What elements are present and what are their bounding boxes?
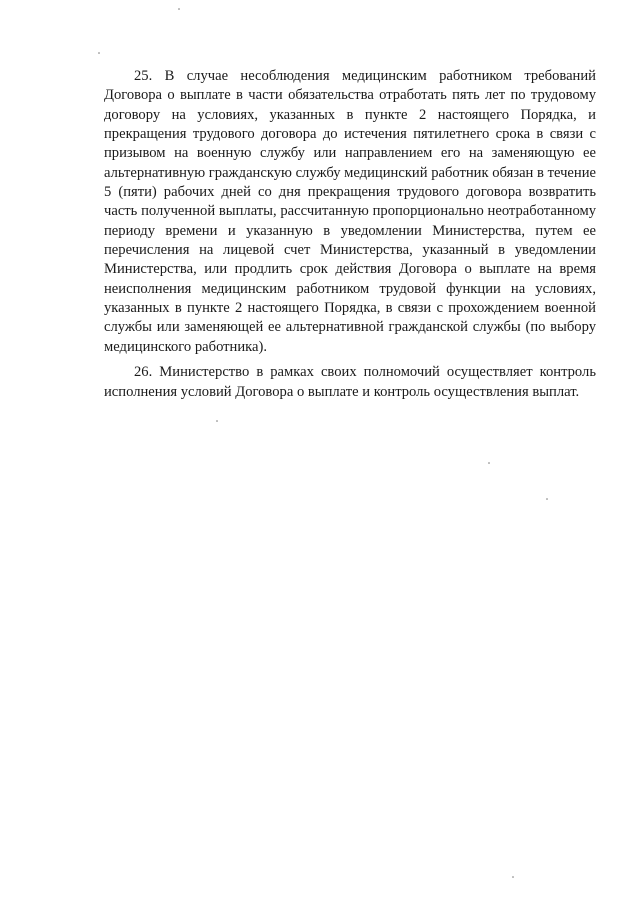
paragraph-text: Министерство в рамках своих полномочий осуществляет контроль исполнения условий Договора о выплате и контроль осуществления выплат. — [104, 364, 596, 400]
scan-speck — [512, 876, 514, 878]
scan-speck — [546, 498, 548, 500]
paragraph-text: В случае несоблюдения медицинским работником требований Договора о выплате в части обязательства отработать пять лет по трудовому договору на условиях, указанных в пункте 2 настоящего Порядка, и прекращения трудового договора до истечения пятилетнего срока в связи с призывом на военную службу или направлением его на заменяющую ее альтернативную гражданскую службу медицинский работник обязан в течение 5 (пяти) рабочих дней со дня прекращения трудового договора возвратить часть полученной выплаты, рассчитанную пропорционально неотработанному периоду времени и указанную в уведомлении Министерства, путем ее перечисления на лицевой счет Министерства, указанный в уведомлении Министерства, или продлить срок действия Договора о выплате на время неисполнения медицинским работником трудовой функции на условиях, указанных в пункте 2 настоящего Порядка, в связи с прохождением военной службы или заменяющей ее альтернативной гражданской службы (по выбору медицинского работника). — [104, 68, 596, 355]
paragraph-25 — [104, 67, 596, 357]
paragraph-number: 25. — [134, 68, 153, 84]
scan-speck — [178, 8, 180, 10]
paragraph-26 — [104, 363, 596, 402]
scan-speck — [98, 52, 100, 54]
paragraph-number: 26. — [134, 364, 153, 381]
scan-speck — [488, 462, 490, 464]
document-body — [104, 67, 596, 402]
scan-speck — [216, 420, 218, 422]
